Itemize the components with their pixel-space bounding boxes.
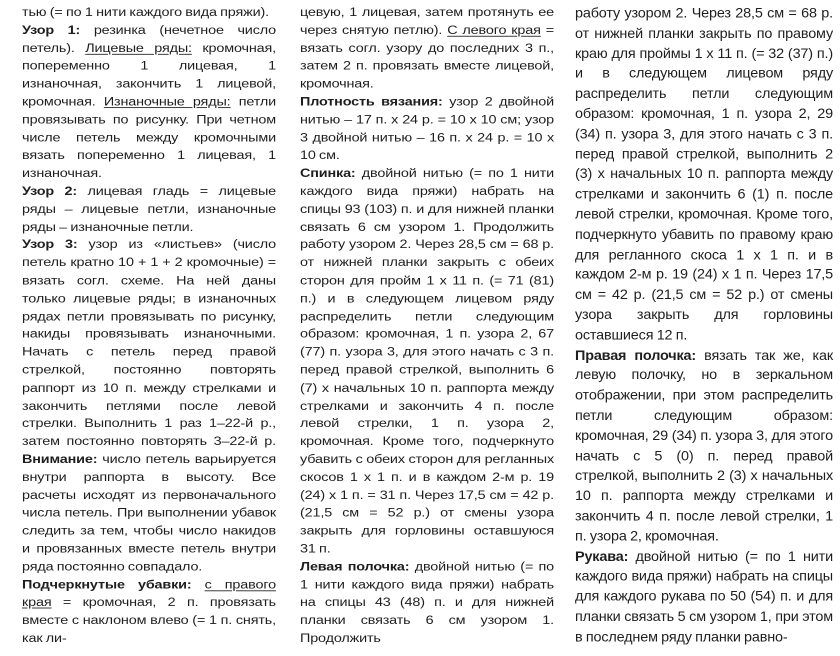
underlined-term: Лицевые ряды: [85,41,192,56]
paragraph [575,346,833,547]
paragraph [22,4,276,22]
text-run: цевую, 1 лицевая, затем протянуть ее через снятую петлю). [300,5,554,38]
text-run [192,578,205,592]
text-run: петли провязывать по рисунку. При четном числе петель между кромочными вязать попеременно 1 лицевая, 1 изнаночная. [22,95,276,181]
paragraph [22,236,276,576]
text-run: = кромочная, 2 п. провязать вместе с наклоном влево (= 1 п. снять, как ли- [22,595,276,646]
text-run: двойной нитью (= по 1 нити каждого вида пряжи) набрать на спицы 43 (48) п. и для нижней планки связать 6 см узором 1. Продолжить [300,560,555,646]
section-heading: Левая полочка: [300,560,410,574]
text-column-3 [575,4,833,648]
text-run: тью (= по 1 нити каждого вида пряжи). [22,5,269,20]
paragraph [22,22,276,183]
underlined-term: Изнаночные ряды: [103,95,231,109]
text-run: узор из «листьев» (число петель кратно 10 + 1 + 2 кромочные) = вязать согл. схеме. На ней даны только лицевые ряды; в изнаночных рядах петли провязывать по рисунку, накиды провязывать изнаночными. Начать с петель перед правой стрелкой, постоянно повторять раппорт из 10 п. между стрелками и закончить петлями после левой стрелки. Выполнить 1 раз 1–22-й р., затем постоянно повторять 3–22-й р. [22,238,277,449]
text-column-1 [22,4,276,648]
paragraph [300,4,554,93]
text-run: число петель варьируется внутри раппорта в высоту. Все расчеты исходят из первоначального числа петель. При выполнении убавок следить за тем, чтобы число накидов и провязанных вместе петель внутри ряда постоянно совпадало. [22,452,276,574]
paragraph [22,576,276,648]
paragraph [300,93,554,165]
section-heading: Узор 1: [22,23,81,38]
section-heading: Плотность вязания: [300,95,443,109]
underlined-term: С левого края [447,23,541,38]
underlined-term: с правого края [22,577,276,610]
paragraph [300,558,554,647]
text-run: кромочная, попеременно 1 лицевая, 1 изнаночная, закончить 1 лицевой, кромочная. [22,41,276,109]
paragraph [22,183,276,237]
text-column-2 [300,4,554,648]
section-heading: Внимание: [22,452,98,467]
paragraph [575,547,833,648]
paragraph [300,165,554,558]
section-heading: Узор 2: [22,184,78,199]
section-heading: Рукава: [575,548,629,565]
text-run: вязать так же, как левую полочку, но в зеркальном отображении, при этом распределить петли следующим образом: кромочная, 29 (34) п. узора 3, для этого начать с 5 (0) п. перед правой стрелкой, выполнить 2 (3) х начальных 10 п. раппорта между стрелками и закончить 4 п. после левой стрелки, 1 п. узора 2, кромочная. [575,347,833,545]
text-run: резинка (нечетное число петель). [22,23,276,56]
section-heading: Подчеркнутые убавки: [22,577,192,592]
text-run: двойной нитью (= по 1 нити каждого вида пряжи) набрать на спицы для каждого рукава по 50 (54) п. и для планки связать 5 см узором 1, при этом в последнем ряду планки равно- [575,548,833,645]
text-run: лицевая гладь = лицевые ряды – лицевые петли, изнаночные ряды – изнаночные петли. [22,184,276,235]
paragraph [575,4,833,346]
text-run: = вязать согл. узору до последних 3 п., затем 2 п. провязать вместе лицевой, кромочная. [300,23,554,92]
section-heading: Спинка: [300,166,356,181]
text-run: работу узором 2. Через 28,5 см = 68 р. от нижней планки закрыть по правому краю для проймы 1 х 11 п. (= 32 (37) п.) и в следующем лицевом ряду распределить петли следующим образом: кромочная, 1 п. узора 2, 29 (34) п. узора 3, для этого начать с 3 п. перед правой стрелкой, выполнить 2 (3) х начальных 10 п. раппорта между стрелками и закончить 6 (1) п. после левой стрелки, кромочная. Кроме того, подчеркнуто убавить по правому краю для регланного скоса 1 х 1 п. и в каждом 2-м р. 19 (24) х 1 п. Через 17,5 см = 42 р. (21,5 см = 52 р.) от смены узора закрыть для горловины оставшиеся 12 п. [575,5,833,344]
text-run: двойной нитью (= по 1 нити каждого вида пряжи) набрать на спицы 93 (103) п. и для нижней планки связать 6 см узором 1. Продолжить работу узором 2. Через 28,5 см = 68 р. от нижней планки закрыть с обеих сторон для пройм 1 х 11 п. (= 71 (81) п.) и в следующем лицевом ряду распределить петли следующим образом: кромочная, 1 п. узора 2, 67 (77) п. узора 3, для этого начать с 3 п. перед правой стрелкой, выполнить 6 (7) х начальных 10 п. раппорта между стрелками и закончить 4 п. после левой стрелки, 1 п. узора 2, кромочная. Кроме того, подчеркнуто убавить с обеих сторон для регланных скосов 1 х 1 п. и в каждом 2-м р. 19 (24) х 1 п. = 31 п. Через 17,5 см = 42 р. (21,5 см = 52 р.) от смены узора закрыть для горловины оставшуюся 31 п. [300,166,554,556]
text-run: узор 2 двойной нитью – 17 п. х 24 р. = 10 х 10 см; узор 3 двойной нитью – 16 п. х 24 р. = 10 х 10 см. [300,95,554,163]
section-heading: Правая полочка: [575,347,697,364]
section-heading: Узор 3: [22,238,78,252]
